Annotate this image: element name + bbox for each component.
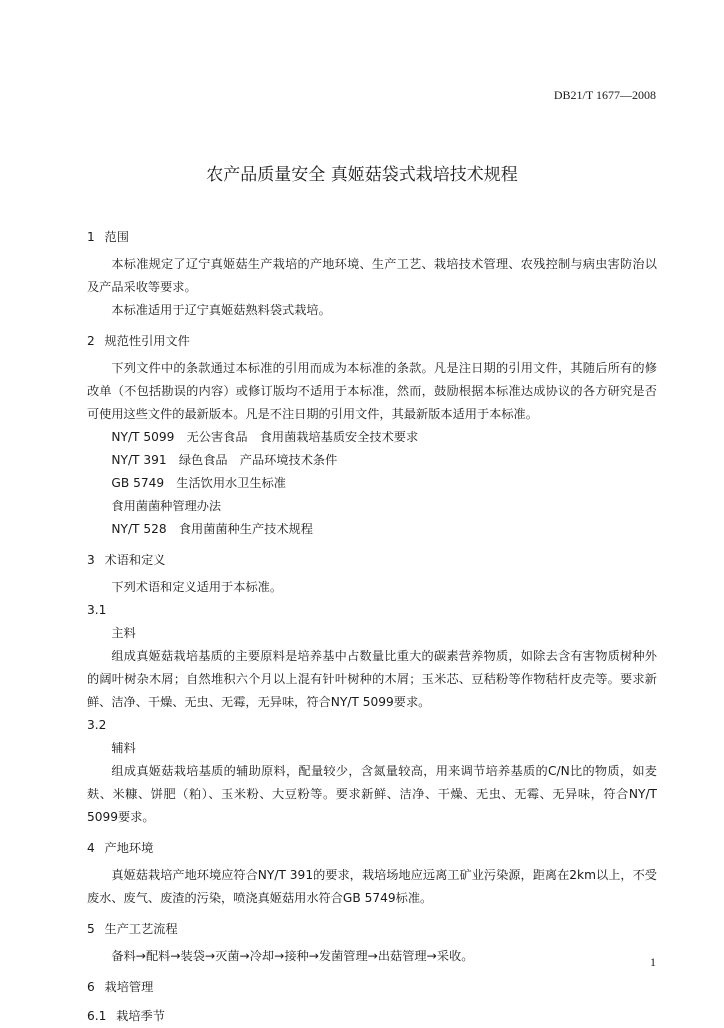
term-number: 3.1 <box>87 603 107 617</box>
subsection-title: 栽培季节 <box>116 1009 165 1023</box>
page-title: 农产品质量安全 真姬菇袋式栽培技术规程 <box>206 165 518 185</box>
reference-item <box>87 495 657 518</box>
section-number: 2 <box>87 334 95 348</box>
section-heading-2 <box>87 330 657 353</box>
section-number: 3 <box>87 553 95 567</box>
paragraph: 本标准规定了辽宁真姬菇生产栽培的产地环境、生产工艺、栽培技术管理、农残控制与病虫害防治以及产品采收等要求。 <box>87 257 657 294</box>
paragraph: 本标准适用于辽宁真姬菇熟料袋式栽培。 <box>111 303 331 317</box>
reference-item <box>87 472 657 495</box>
reference-name: 生活饮用水卫生标准 <box>176 476 286 490</box>
reference-name: 食用菌菌种管理办法 <box>111 499 222 513</box>
term-definition: 组成真姬菇栽培基质的辅助原料，配量较少，含氮量较高，用来调节培养基质的C/N比的物质，如麦麸、米糠、饼肥（粕）、玉米粉、大豆粉等。要求新鲜、洁净、干燥、无虫、无霉、无异味，符合NY/T 5099要求。 <box>87 764 657 824</box>
section-number: 1 <box>87 230 95 244</box>
section-number: 4 <box>87 841 95 855</box>
reference-code: NY/T 5099 <box>111 430 175 444</box>
paragraph: 下列术语和定义适用于本标准。 <box>111 580 283 594</box>
reference-name: 无公害食品 食用菌栽培基质安全技术要求 <box>186 430 419 444</box>
reference-code: NY/T 528 <box>111 522 167 536</box>
paragraph: 备料→配料→装袋→灭菌→冷却→接种→发菌管理→出菇管理→采收。 <box>111 949 474 963</box>
section-title: 生产工艺流程 <box>104 922 178 936</box>
term-definition: 组成真姬菇栽培基质的主要原料是培养基中占数量比重大的碳素营养物质，如除去含有害物质树种外的阔叶树杂木屑；自然堆积六个月以上混有针叶树种的木屑；玉米芯、豆秸粉等作物秸杆皮壳等。要求新鲜、洁净、干燥、无虫、无霉，无异味，符合NY/T 5099要求。 <box>87 649 657 709</box>
term-name: 辅料 <box>111 741 136 755</box>
page-number: 1 <box>650 955 656 969</box>
reference-name: 绿色食品 产品环境技术条件 <box>178 453 338 467</box>
reference-name: 食用菌菌种生产技术规程 <box>178 522 313 536</box>
section-heading-1 <box>87 226 657 249</box>
subsection-heading-6-1 <box>87 1005 657 1028</box>
subsection-number: 6.1 <box>87 1009 107 1023</box>
standard-code: DB21/T 1677—2008 <box>553 88 656 102</box>
reference-item <box>87 518 657 541</box>
section-number: 5 <box>87 922 95 936</box>
reference-code: NY/T 391 <box>111 453 167 467</box>
section-heading-3 <box>87 549 657 572</box>
term-number: 3.2 <box>87 718 107 732</box>
section-title: 栽培管理 <box>104 980 154 994</box>
section-heading-4 <box>87 837 657 860</box>
term-name: 主料 <box>111 626 136 640</box>
section-title: 产地环境 <box>104 841 154 855</box>
reference-item <box>87 426 657 449</box>
reference-code: GB 5749 <box>111 476 165 490</box>
section-number: 6 <box>87 980 95 994</box>
document-body <box>87 226 657 1028</box>
paragraph: 真姬菇栽培产地环境应符合NY/T 391的要求，栽培场地应远离工矿业污染源，距离在2km以上，不受废水、废气、废渣的污染，喷浇真姬菇用水符合GB 5749标准。 <box>87 868 657 905</box>
reference-item <box>87 449 657 472</box>
section-title: 范围 <box>104 230 129 244</box>
paragraph: 下列文件中的条款通过本标准的引用而成为本标准的条款。凡是注日期的引用文件，其随后所有的修改单（不包括勘误的内容）或修订版均不适用于本标准，然而，鼓励根据本标准达成协议的各方研究是否可使用这些文件的最新版本。凡是不注日期的引用文件，其最新版本适用于本标准。 <box>87 361 657 421</box>
section-heading-5 <box>87 918 657 941</box>
section-title: 规范性引用文件 <box>104 334 190 348</box>
section-title: 术语和定义 <box>104 553 166 567</box>
section-heading-6 <box>87 976 657 999</box>
